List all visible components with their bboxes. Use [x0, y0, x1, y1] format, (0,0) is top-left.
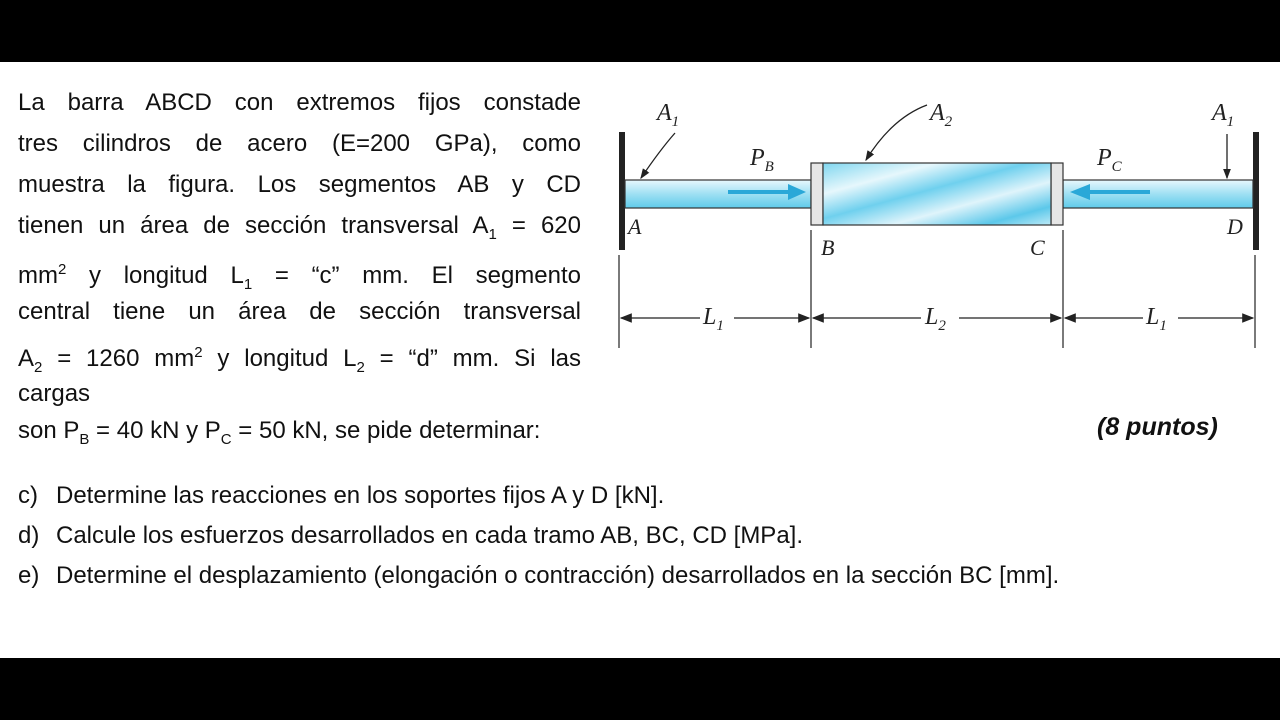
paragraph-line-4: tienen un área de sección transversal $A_1 = 620$ [18, 212, 581, 243]
label-point-a: A [628, 214, 642, 239]
paragraph-line-6: central tiene un área de sección transversal [18, 298, 581, 325]
label-point-b: B [821, 235, 835, 260]
question-d: d) Calcule los esfuerzos desarrollados en cada tramo AB, BC, CD [MPa]. [18, 522, 803, 549]
label-l1-left: $L_1$ [703, 304, 724, 334]
paragraph-line-5: $mm^2$ y longitud $L_1$ = “c” mm. El segmento [18, 261, 582, 293]
paragraph-line-3: muestra la figura. Los segmentos AB y CD [18, 171, 581, 198]
left-wall [619, 132, 625, 250]
bar-figure [600, 90, 1270, 360]
label-pc: $P_C$ [1097, 145, 1122, 175]
right-wall [1253, 132, 1259, 250]
paragraph-line-1: La barra ABCD con extremos fijos constade [18, 89, 581, 116]
points-label: (8 puntos) [1097, 413, 1218, 441]
label-l1-right: $L_1$ [1146, 304, 1167, 334]
question-c: c) Determine las reacciones en los soportes fijos A y D [kN]. [18, 482, 665, 509]
paragraph-line-9: son $P_B = 40$ kN y $P_C = 50$ kN, se pide determinar: [18, 417, 541, 448]
question-e: e) Determine el desplazamiento (elongación o contracción) desarrollados en la sección BC [mm]. [18, 562, 1060, 589]
label-point-c: C [1030, 235, 1045, 260]
segment-bc [823, 163, 1051, 225]
label-a1-left: $A_1$ [657, 100, 680, 130]
paragraph-line-2: tres cilindros de acero (E=200 GPa), como [18, 130, 581, 157]
leader-a1-left [641, 133, 675, 178]
label-l2: $L_2$ [925, 304, 946, 334]
label-point-d: D [1227, 214, 1243, 239]
label-pb: $P_B$ [750, 145, 774, 175]
collar-b [811, 163, 823, 225]
paragraph-line-8: cargas [18, 380, 91, 407]
leader-a2 [866, 105, 927, 160]
paragraph-line-7: $A_2 = 1260$ $mm^2$ y longitud $L_2$ = “d” mm. Si las [18, 344, 582, 376]
document-page [0, 62, 1280, 658]
label-a1-right: $A_1$ [1212, 100, 1235, 130]
collar-c [1051, 163, 1063, 225]
label-a2: $A_2$ [930, 100, 953, 130]
